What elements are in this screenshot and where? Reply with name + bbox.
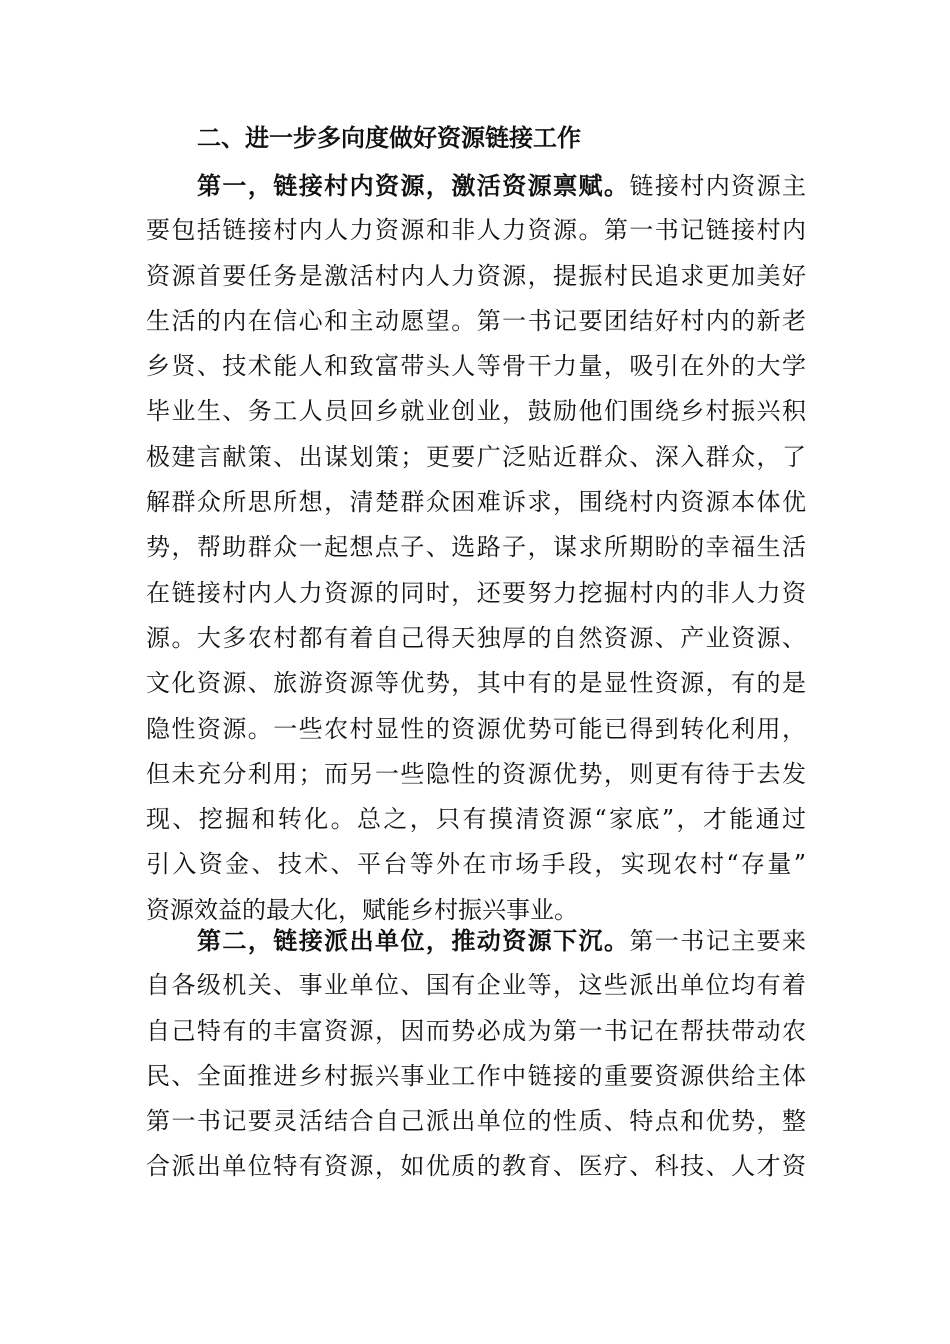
paragraph-line: 现、挖掘和转化。总之，只有摸清资源“家底”，才能通过: [146, 805, 806, 834]
paragraph-line: 但未充分利用；而另一些隐性的资源优势，则更有待于去发: [146, 759, 806, 788]
paragraph-line: 要包括链接村内人力资源和非人力资源。第一书记链接村内: [146, 216, 806, 245]
paragraph-line: 毕业生、务工人员回乡就业创业，鼓励他们围绕乡村振兴积: [146, 397, 806, 426]
paragraph-line: 民、全面推进乡村振兴事业工作中链接的重要资源供给主体: [146, 1061, 806, 1090]
paragraph-line: 生活的内在信心和主动愿望。第一书记要团结好村内的新老: [146, 306, 806, 335]
paragraph-line: [146, 918, 806, 963]
paragraph-first: [146, 163, 806, 933]
paragraph-text: 链接村内资源主: [629, 172, 806, 200]
paragraph-line: 乡贤、技术能人和致富带头人等骨干力量，吸引在外的大学: [146, 352, 806, 381]
paragraph-second: [146, 918, 806, 1190]
paragraph-line: 文化资源、旅游资源等优势，其中有的是显性资源，有的是: [146, 669, 806, 698]
paragraph-line: 第一书记要灵活结合自己派出单位的性质、特点和优势，整: [146, 1107, 806, 1136]
paragraph-line: 解群众所思所想，清楚群众困难诉求，围绕村内资源本体优: [146, 488, 806, 517]
paragraph-lead: 第二，链接派出单位，推动资源下沉。: [197, 926, 630, 955]
paragraph-line: 自己特有的丰富资源，因而势必成为第一书记在帮扶带动农: [146, 1016, 806, 1045]
paragraph-line: 合派出单位特有资源，如优质的教育、医疗、科技、人才资: [146, 1152, 806, 1181]
paragraph-lead: 第一，链接村内资源，激活资源禀赋。: [197, 171, 630, 200]
paragraph-line: 资源效益的最大化，赋能乡村振兴事业。: [146, 895, 578, 924]
paragraph-line: 极建言献策、出谋划策；更要广泛贴近群众、深入群众，了: [146, 442, 806, 471]
paragraph-line: 自各级机关、事业单位、国有企业等，这些派出单位均有着: [146, 971, 806, 1000]
paragraph-line: 引入资金、技术、平台等外在市场手段，实现农村“存量”: [146, 850, 806, 879]
section-heading: 二、进一步多向度做好资源链接工作: [197, 124, 581, 152]
paragraph-line: 在链接村内人力资源的同时，还要努力挖掘村内的非人力资: [146, 578, 806, 607]
paragraph-line: 势，帮助群众一起想点子、选路子，谋求所期盼的幸福生活: [146, 533, 806, 562]
paragraph-text: 第一书记主要来: [629, 927, 806, 955]
paragraph-line: 源。大多农村都有着自己得天独厚的自然资源、产业资源、: [146, 623, 806, 652]
paragraph-line: 隐性资源。一些农村显性的资源优势可能已得到转化利用，: [146, 714, 806, 743]
paragraph-line: 资源首要任务是激活村内人力资源，提振村民追求更加美好: [146, 261, 806, 290]
paragraph-line: [146, 163, 806, 208]
